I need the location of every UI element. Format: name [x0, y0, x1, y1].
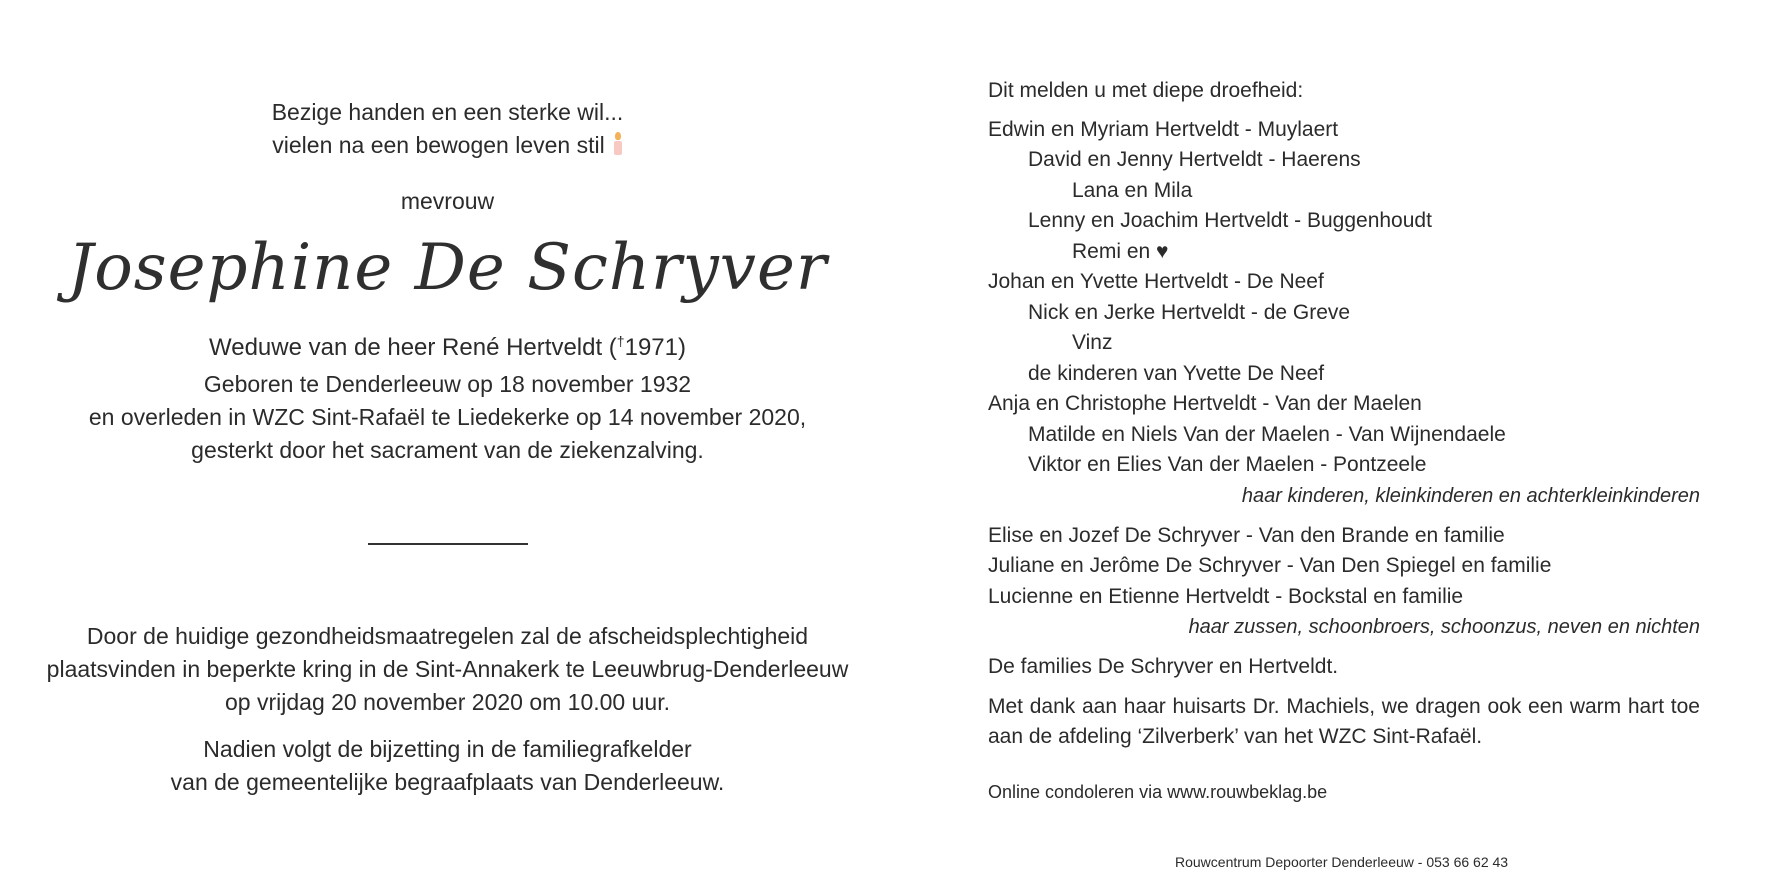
- candle-icon: [613, 132, 623, 156]
- burial-line-1: Nadien volgt de bijzetting in de familiegrafkelder: [203, 736, 692, 762]
- caption-children: haar kinderen, kleinkinderen en achterkleinkinderen: [1241, 485, 1700, 507]
- caption-siblings: haar zussen, schoonbroers, schoonzus, neven en nichten: [1188, 616, 1700, 638]
- verse-line-2-text: vielen na een bewogen leven stil: [272, 132, 605, 158]
- sibling-family: Juliane en Jerôme De Schryver - Van Den Spiegel en familie: [988, 554, 1552, 577]
- cross-symbol: †: [616, 333, 625, 349]
- title-mevrouw: mevrouw: [400, 188, 495, 214]
- online-condolence: Online condoleren via www.rouwbeklag.be: [988, 782, 1328, 802]
- born-line: Geboren te Denderleeuw op 18 november 1932: [203, 371, 692, 397]
- footer-funeral-home: Rouwcentrum Depoorter Denderleeuw - 053 66 62 43: [1175, 854, 1509, 870]
- family-member: Vinz: [1072, 331, 1113, 354]
- ceremony-line-3: op vrijdag 20 november 2020 om 10.00 uur.: [225, 689, 670, 715]
- family-member: Lana en Mila: [1072, 179, 1193, 202]
- verse-line-2: [0, 129, 895, 162]
- sibling-family: Elise en Jozef De Schryver - Van den Brande en familie: [988, 524, 1505, 547]
- sacrament-line: gesterkt door het sacrament van de ziekenzalving.: [191, 437, 704, 463]
- family-member: de kinderen van Yvette De Neef: [1028, 362, 1325, 385]
- family-member: Johan en Yvette Hertveldt - De Neef: [988, 270, 1324, 293]
- ceremony-line-2: plaatsvinden in beperkte kring in de Sint-Annakerk te Leeuwbrug-Denderleeuw: [46, 656, 849, 682]
- verse-line-1: Bezige handen en een sterke wil...: [271, 99, 624, 125]
- thanks-paragraph: Met dank aan haar huisarts Dr. Machiels, we dragen ook een warm hart toe aan de afdeling ‘Zilverberk’ van het WZC Sint-Rafaël.: [988, 695, 1700, 748]
- family-member: Nick en Jerke Hertveldt - de Greve: [1028, 301, 1351, 324]
- divider-line: [368, 543, 528, 545]
- family-member: Edwin en Myriam Hertveldt - Muylaert: [988, 118, 1339, 141]
- sibling-family: Lucienne en Etienne Hertveldt - Bockstal en familie: [988, 585, 1464, 608]
- family-member: Lenny en Joachim Hertveldt - Buggenhoudt: [1028, 209, 1432, 232]
- family-member: David en Jenny Hertveldt - Haerens: [1028, 148, 1361, 171]
- ceremony-line-1: Door de huidige gezondheidsmaatregelen zal de afscheidsplechtigheid: [86, 623, 809, 649]
- widow-line: [0, 325, 895, 364]
- family-member: Viktor en Elies Van der Maelen - Pontzeele: [1028, 453, 1427, 476]
- family-member: Anja en Christophe Hertveldt - Van der Maelen: [988, 392, 1422, 415]
- intro-line: Dit melden u met diepe droefheid:: [988, 79, 1304, 102]
- widow-year: 1971): [624, 334, 686, 361]
- widow-prefix: Weduwe van de heer René Hertveldt (: [209, 334, 617, 361]
- family-member: Remi en ♥: [1072, 240, 1169, 263]
- died-line: en overleden in WZC Sint-Rafaël te Liedekerke op 14 november 2020,: [88, 404, 807, 430]
- families-line: De families De Schryver en Hertveldt.: [988, 655, 1339, 678]
- right-panel: [988, 0, 1700, 885]
- deceased-name: Josephine De Schryver: [67, 231, 828, 305]
- family-member: Matilde en Niels Van der Maelen - Van Wijnendaele: [1028, 423, 1506, 446]
- burial-line-2: van de gemeentelijke begraafplaats van Denderleeuw.: [170, 769, 725, 795]
